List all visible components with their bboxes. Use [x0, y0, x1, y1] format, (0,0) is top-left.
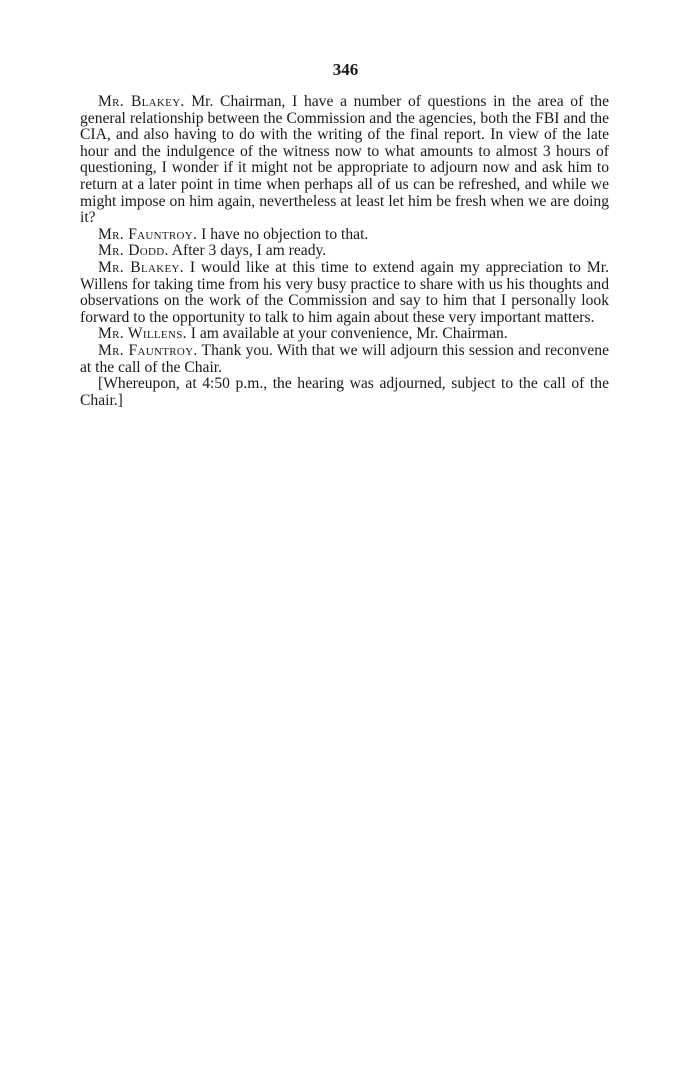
- speech-text: I have no objection to that.: [197, 225, 369, 243]
- speaker-name: Mr. Dodd.: [98, 242, 169, 260]
- transcript-paragraph: [80, 94, 609, 227]
- speaker-name: Mr. Fauntroy.: [98, 341, 198, 359]
- speech-text: I would like at this time to extend again my appreciation to Mr. Willens for taking time from his very busy practice to share with us his thoughts and observations on the work of the Commission and say to him that I personally look forward to the opportunity to talk to him again about these very important matters.: [80, 258, 609, 326]
- speech-text: After 3 days, I am ready.: [168, 242, 327, 260]
- transcript-paragraph: [80, 326, 609, 343]
- transcript-paragraph: [80, 260, 609, 326]
- speaker-name: Mr. Willens.: [98, 325, 187, 343]
- speaker-name: Mr. Blakey.: [98, 258, 184, 276]
- speech-text: Mr. Chairman, I have a number of questions in the area of the general relationship between the Commission and the agencies, both the FBI and the CIA, and also having to do with the writing of the final report. In view of the late hour and the indulgence of the witness now to what amounts to almost 3 hours of questioning, I wonder if it might not be appropriate to adjourn now and ask him to return at a later point in time when perhaps all of us can be refreshed, and while we might impose on him again, nevertheless at least let him be fresh when we are doing it?: [80, 93, 609, 227]
- page-number: 346: [332, 60, 359, 79]
- speaker-name: Mr. Blakey.: [98, 93, 185, 110]
- transcript-paragraph: [80, 227, 609, 244]
- transcript-body: [80, 94, 609, 409]
- speech-text: I am available at your convenience, Mr. Chairman.: [186, 325, 508, 343]
- transcript-paragraph: [80, 343, 609, 376]
- speaker-name: Mr. Fauntroy.: [98, 225, 198, 243]
- hearing-adjourned-note: [80, 376, 609, 409]
- transcript-paragraph: [80, 243, 609, 260]
- speech-text: Thank you. With that we will adjourn this session and reconvene at the call of the Chair.: [80, 341, 609, 376]
- adjournment-text: [Whereupon, at 4:50 p.m., the hearing was adjourned, subject to the call of the Chair.]: [80, 375, 609, 409]
